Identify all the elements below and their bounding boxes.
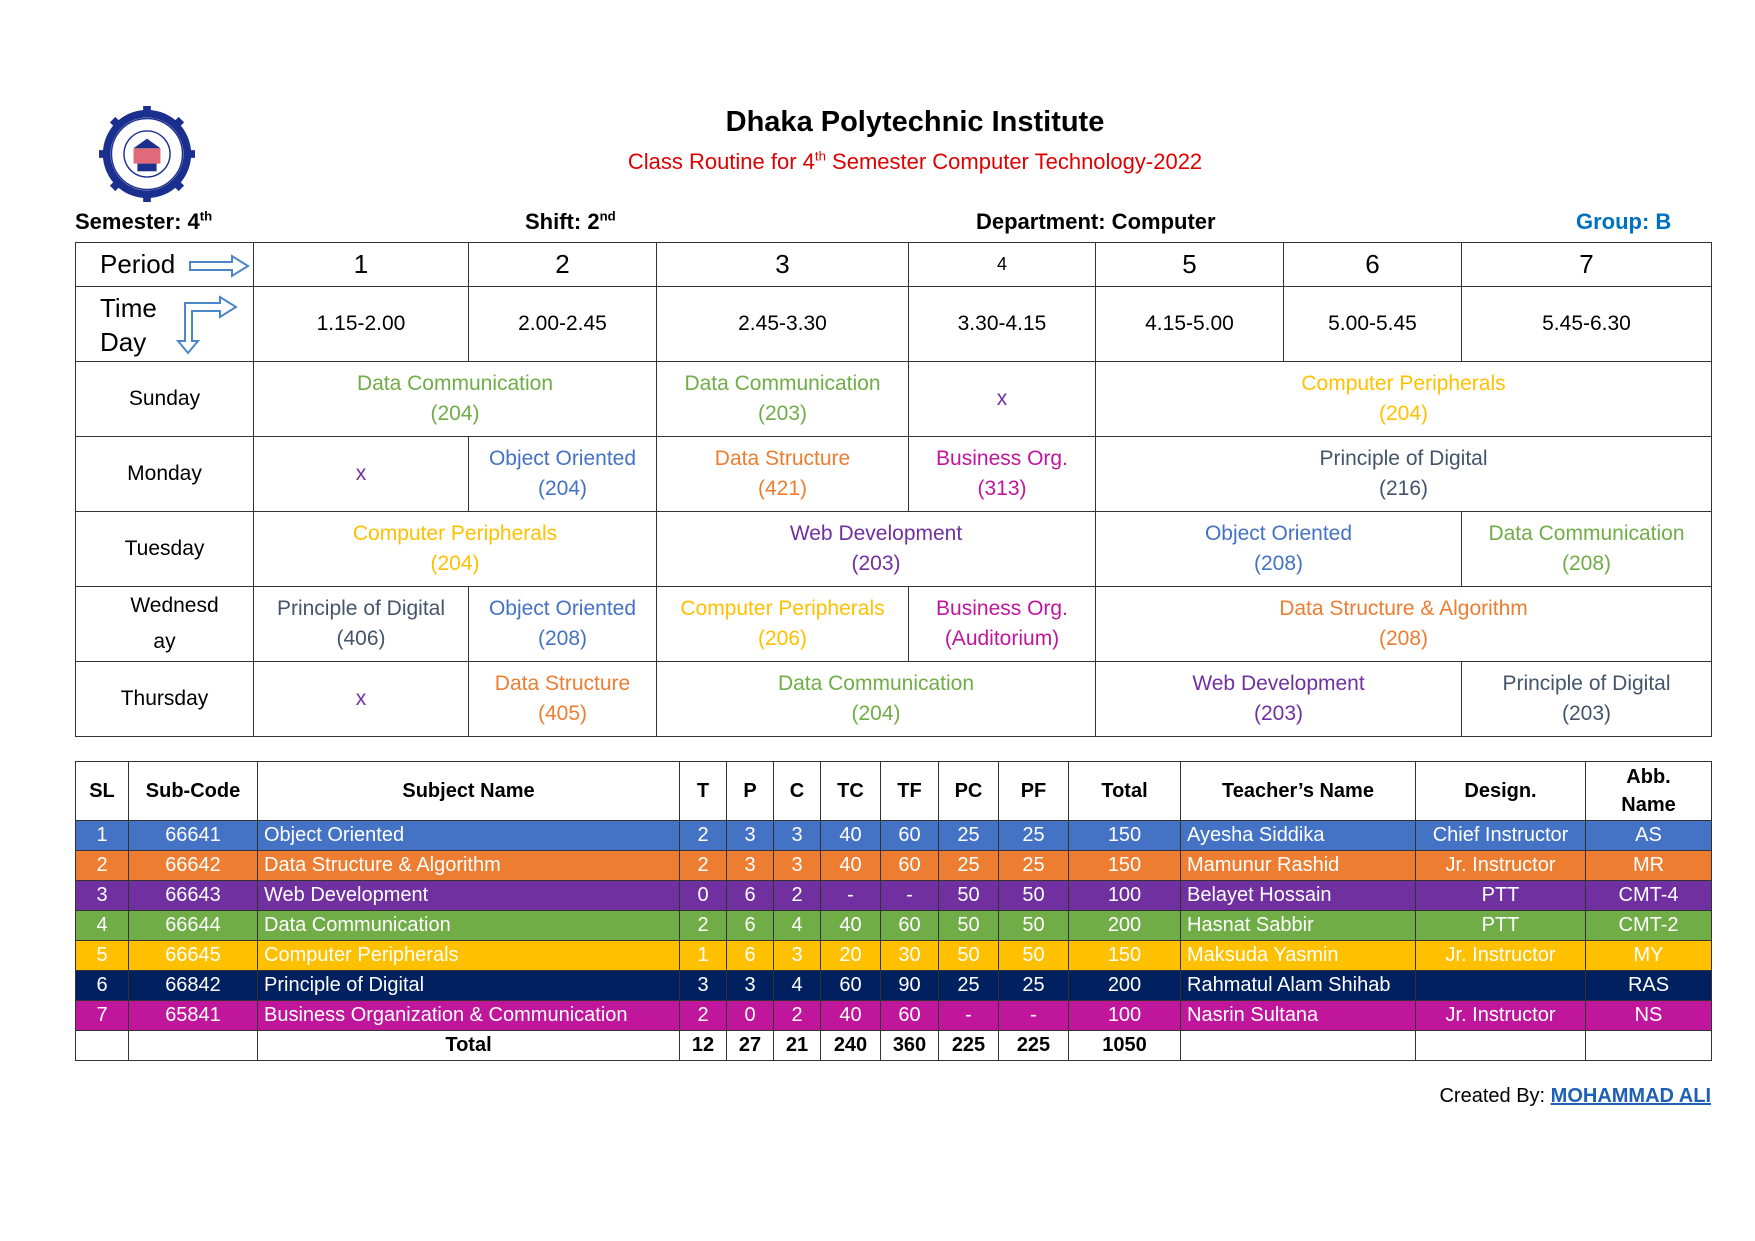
col-code: Sub-Code xyxy=(129,762,258,821)
subject-sl: 6 xyxy=(76,971,129,1001)
period-3: 3 xyxy=(657,243,909,287)
subject-code: 66642 xyxy=(129,851,258,881)
subject-name: Computer Peripherals xyxy=(258,941,680,971)
period-row xyxy=(76,243,1712,287)
subject-abb: MR xyxy=(1586,851,1712,881)
subject-pf: 50 xyxy=(999,911,1069,941)
arrow-corner-icon xyxy=(176,295,240,355)
time-2: 2.00-2.45 xyxy=(469,287,657,362)
subject-c: 3 xyxy=(774,941,821,971)
subject-tf: 60 xyxy=(881,1001,939,1031)
subject-tc: 40 xyxy=(821,1001,881,1031)
subject-code: 66644 xyxy=(129,911,258,941)
class-cell: Web Development (203) xyxy=(1096,662,1462,737)
empty-cell: x xyxy=(254,437,469,512)
class-cell: Business Org. (313) xyxy=(909,437,1096,512)
time-3: 2.45-3.30 xyxy=(657,287,909,362)
period-6: 6 xyxy=(1284,243,1462,287)
subject-t: 1 xyxy=(680,941,727,971)
subject-total: 100 xyxy=(1069,1001,1181,1031)
subject-row xyxy=(76,851,1712,881)
col-t: T xyxy=(680,762,727,821)
author-link[interactable]: MOHAMMAD ALI xyxy=(1550,1085,1711,1107)
subject-p: 3 xyxy=(727,971,774,1001)
subject-name: Principle of Digital xyxy=(258,971,680,1001)
day-row-sunday xyxy=(76,362,1712,437)
day-name: Wednesd ay xyxy=(76,587,254,662)
subject-sl: 2 xyxy=(76,851,129,881)
arrow-right-icon xyxy=(188,254,250,278)
routine-table xyxy=(75,242,1712,737)
period-7: 7 xyxy=(1462,243,1712,287)
class-cell: Object Oriented (204) xyxy=(469,437,657,512)
subject-name: Web Development xyxy=(258,881,680,911)
subject-pf: 50 xyxy=(999,941,1069,971)
time-6: 5.00-5.45 xyxy=(1284,287,1462,362)
subject-name: Data Communication xyxy=(258,911,680,941)
subject-pc: 25 xyxy=(939,851,999,881)
class-cell: Data Communication (204) xyxy=(657,662,1096,737)
subject-tc: - xyxy=(821,881,881,911)
total-p: 27 xyxy=(727,1031,774,1061)
subject-total: 150 xyxy=(1069,851,1181,881)
subject-pf: 25 xyxy=(999,971,1069,1001)
subject-pc: 50 xyxy=(939,881,999,911)
subject-total: 200 xyxy=(1069,911,1181,941)
class-cell: Computer Peripherals (206) xyxy=(657,587,909,662)
period-label: Period xyxy=(100,249,176,279)
total-tc: 240 xyxy=(821,1031,881,1061)
subject-tc: 60 xyxy=(821,971,881,1001)
class-cell: Principle of Digital (406) xyxy=(254,587,469,662)
semester-label: Semester: 4th xyxy=(75,208,213,234)
subject-design: Jr. Instructor xyxy=(1416,1001,1586,1031)
subject-design: Jr. Instructor xyxy=(1416,851,1586,881)
subjects-table xyxy=(75,761,1712,1061)
subject-design xyxy=(1416,971,1586,1001)
subject-row xyxy=(76,971,1712,1001)
period-header-cell xyxy=(76,243,254,287)
subject-row xyxy=(76,941,1712,971)
subject-name: Object Oriented xyxy=(258,821,680,851)
subject-name: Business Organization & Communication xyxy=(258,1001,680,1031)
col-abb: Abb. Name xyxy=(1586,762,1712,821)
department-label: Department: Computer xyxy=(976,209,1216,234)
class-cell: Data Structure & Algorithm (208) xyxy=(1096,587,1712,662)
class-cell: Principle of Digital (203) xyxy=(1462,662,1712,737)
subject-total: 100 xyxy=(1069,881,1181,911)
subject-code: 66643 xyxy=(129,881,258,911)
col-sl: SL xyxy=(76,762,129,821)
subject-pc: 25 xyxy=(939,971,999,1001)
totals-label: Total xyxy=(258,1031,680,1061)
subject-pf: 25 xyxy=(999,851,1069,881)
subject-pc: - xyxy=(939,1001,999,1031)
time-7: 5.45-6.30 xyxy=(1462,287,1712,362)
class-cell: Data Structure (405) xyxy=(469,662,657,737)
subject-teacher: Nasrin Sultana xyxy=(1181,1001,1416,1031)
subject-rows xyxy=(76,821,1712,1031)
period-1: 1 xyxy=(254,243,469,287)
subject-p: 0 xyxy=(727,1001,774,1031)
class-cell: Business Org. (Auditorium) xyxy=(909,587,1096,662)
subject-pf: 25 xyxy=(999,821,1069,851)
subject-name: Data Structure & Algorithm xyxy=(258,851,680,881)
subject-abb: NS xyxy=(1586,1001,1712,1031)
subject-row xyxy=(76,821,1712,851)
time-day-header-cell xyxy=(76,287,254,362)
time-row xyxy=(76,287,1712,362)
subject-tf: 60 xyxy=(881,851,939,881)
subject-p: 6 xyxy=(727,881,774,911)
subject-total: 150 xyxy=(1069,941,1181,971)
day-row-wednesday xyxy=(76,587,1712,662)
subject-tf: 30 xyxy=(881,941,939,971)
period-4: 4 xyxy=(909,243,1096,287)
subject-t: 2 xyxy=(680,821,727,851)
class-cell: Data Communication (204) xyxy=(254,362,657,437)
empty-cell: x xyxy=(254,662,469,737)
subject-tf: 60 xyxy=(881,911,939,941)
subject-sl: 1 xyxy=(76,821,129,851)
subject-abb: CMT-4 xyxy=(1586,881,1712,911)
subject-code: 66842 xyxy=(129,971,258,1001)
subject-pf: 50 xyxy=(999,881,1069,911)
subject-teacher: Rahmatul Alam Shihab xyxy=(1181,971,1416,1001)
class-cell: Object Oriented (208) xyxy=(469,587,657,662)
subject-c: 2 xyxy=(774,881,821,911)
subject-total: 200 xyxy=(1069,971,1181,1001)
subject-c: 4 xyxy=(774,911,821,941)
subject-tc: 40 xyxy=(821,851,881,881)
subject-tf: - xyxy=(881,881,939,911)
total-pc: 225 xyxy=(939,1031,999,1061)
col-design: Design. xyxy=(1416,762,1586,821)
total-total: 1050 xyxy=(1069,1031,1181,1061)
subject-teacher: Mamunur Rashid xyxy=(1181,851,1416,881)
subject-p: 3 xyxy=(727,851,774,881)
class-cell: Computer Peripherals (204) xyxy=(254,512,657,587)
subject-tf: 60 xyxy=(881,821,939,851)
group-label: Group: B xyxy=(1576,209,1672,234)
institute-logo xyxy=(99,106,195,202)
subject-total: 150 xyxy=(1069,821,1181,851)
subject-t: 3 xyxy=(680,971,727,1001)
day-name: Sunday xyxy=(76,362,254,437)
subject-code: 66645 xyxy=(129,941,258,971)
subject-c: 3 xyxy=(774,851,821,881)
period-2: 2 xyxy=(469,243,657,287)
subject-p: 3 xyxy=(727,821,774,851)
class-cell: Object Oriented (208) xyxy=(1096,512,1462,587)
subject-c: 4 xyxy=(774,971,821,1001)
total-tf: 360 xyxy=(881,1031,939,1061)
total-c: 21 xyxy=(774,1031,821,1061)
col-p: P xyxy=(727,762,774,821)
subject-t: 2 xyxy=(680,1001,727,1031)
period-5: 5 xyxy=(1096,243,1284,287)
time-1: 1.15-2.00 xyxy=(254,287,469,362)
subject-code: 66641 xyxy=(129,821,258,851)
subject-tc: 40 xyxy=(821,821,881,851)
class-cell: Web Development (203) xyxy=(657,512,1096,587)
day-row-monday xyxy=(76,437,1712,512)
totals-row xyxy=(76,1031,1712,1061)
subject-row xyxy=(76,1001,1712,1031)
shift-label: Shift: 2nd xyxy=(525,208,616,234)
subject-tc: 40 xyxy=(821,911,881,941)
time-5: 4.15-5.00 xyxy=(1096,287,1284,362)
subject-sl: 7 xyxy=(76,1001,129,1031)
subject-c: 2 xyxy=(774,1001,821,1031)
subject-pc: 25 xyxy=(939,821,999,851)
col-pf: PF xyxy=(999,762,1069,821)
class-cell: Data Structure (421) xyxy=(657,437,909,512)
subject-sl: 5 xyxy=(76,941,129,971)
subject-design: PTT xyxy=(1416,881,1586,911)
day-name: Thursday xyxy=(76,662,254,737)
empty-cell: x xyxy=(909,362,1096,437)
col-tf: TF xyxy=(881,762,939,821)
created-by: Created By: MOHAMMAD ALI xyxy=(1439,1085,1711,1107)
subject-p: 6 xyxy=(727,911,774,941)
subject-teacher: Hasnat Sabbir xyxy=(1181,911,1416,941)
day-label: Day xyxy=(100,327,147,357)
class-cell: Computer Peripherals (204) xyxy=(1096,362,1712,437)
subject-pc: 50 xyxy=(939,941,999,971)
subject-t: 2 xyxy=(680,851,727,881)
total-t: 12 xyxy=(680,1031,727,1061)
subject-abb: RAS xyxy=(1586,971,1712,1001)
subject-code: 65841 xyxy=(129,1001,258,1031)
subject-pc: 50 xyxy=(939,911,999,941)
subject-tc: 20 xyxy=(821,941,881,971)
subject-abb: MY xyxy=(1586,941,1712,971)
col-total: Total xyxy=(1069,762,1181,821)
time-4: 3.30-4.15 xyxy=(909,287,1096,362)
subject-row xyxy=(76,911,1712,941)
subject-t: 2 xyxy=(680,911,727,941)
col-name: Subject Name xyxy=(258,762,680,821)
subject-pf: - xyxy=(999,1001,1069,1031)
subject-teacher: Ayesha Siddika xyxy=(1181,821,1416,851)
col-teacher: Teacher’s Name xyxy=(1181,762,1416,821)
subject-sl: 4 xyxy=(76,911,129,941)
col-pc: PC xyxy=(939,762,999,821)
day-row-thursday xyxy=(76,662,1712,737)
class-cell: Principle of Digital (216) xyxy=(1096,437,1712,512)
total-pf: 225 xyxy=(999,1031,1069,1061)
subject-tf: 90 xyxy=(881,971,939,1001)
col-tc: TC xyxy=(821,762,881,821)
class-cell: Data Communication (208) xyxy=(1462,512,1712,587)
subject-design: Jr. Instructor xyxy=(1416,941,1586,971)
day-name: Monday xyxy=(76,437,254,512)
subject-abb: AS xyxy=(1586,821,1712,851)
subject-row xyxy=(76,881,1712,911)
class-cell: Data Communication (203) xyxy=(657,362,909,437)
col-c: C xyxy=(774,762,821,821)
day-name: Tuesday xyxy=(76,512,254,587)
subject-teacher: Maksuda Yasmin xyxy=(1181,941,1416,971)
subject-abb: CMT-2 xyxy=(1586,911,1712,941)
subject-t: 0 xyxy=(680,881,727,911)
subject-c: 3 xyxy=(774,821,821,851)
subjects-header-row xyxy=(76,762,1712,821)
subject-sl: 3 xyxy=(76,881,129,911)
subject-p: 6 xyxy=(727,941,774,971)
day-row-tuesday xyxy=(76,512,1712,587)
subject-teacher: Belayet Hossain xyxy=(1181,881,1416,911)
subject-design: Chief Instructor xyxy=(1416,821,1586,851)
subject-design: PTT xyxy=(1416,911,1586,941)
time-label: Time xyxy=(100,293,157,323)
